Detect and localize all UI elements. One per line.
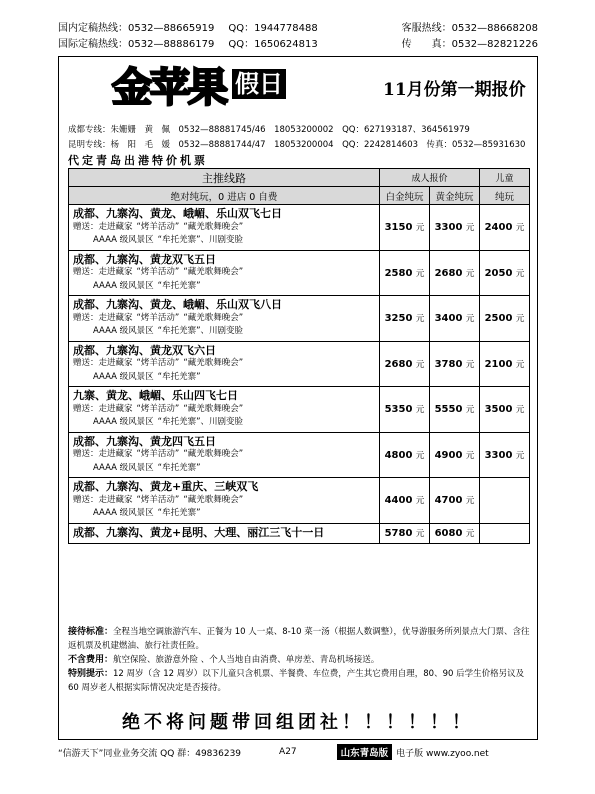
gift-line: 赠送：走进藏家 “烤羊活动” “藏羌歌舞晚会”	[73, 494, 244, 505]
sub-header-child: 纯玩	[480, 187, 530, 205]
route-name: 成都、九寨沟、黄龙四飞五日	[73, 434, 216, 448]
fax-phone: 0532—82821226	[451, 39, 538, 50]
table-row	[69, 523, 530, 544]
excluded-text: 航空保险、旅游意外险 、个人当地自由消费、单房差、青岛机场接送。	[113, 655, 380, 665]
price-gold: 5550 元	[430, 387, 480, 433]
price-table	[68, 168, 530, 544]
contact-chengdu: 成都专线：朱姗姗 黄 佩 0532—88881745/46 18053200002 QQ：627193187、364561979	[68, 125, 470, 135]
price-child: 2400 元	[480, 205, 530, 251]
service-phone: 0532—88668208	[451, 23, 538, 34]
table-row	[69, 341, 530, 387]
domestic-label: 国内定稿热线：	[58, 23, 128, 34]
price-platinum: 5780 元	[380, 523, 430, 544]
price-child: 2100 元	[480, 341, 530, 387]
scenic-line: AAAA 级风景区 “牟托羌寨”、川剧变脸	[93, 235, 243, 245]
slogan: 绝不将问题带回组团社！！！！！！	[122, 712, 474, 733]
price-platinum: 3150 元	[380, 205, 430, 251]
scenic-line: AAAA 级风景区 “牟托羌寨”、川剧变脸	[93, 417, 243, 427]
price-platinum: 2580 元	[380, 250, 430, 296]
header-main: 主推线路	[69, 169, 380, 187]
gift-line: 赠送：走进藏家 “烤羊活动” “藏羌歌舞晚会”	[73, 312, 244, 323]
hotline-block	[58, 21, 538, 53]
contact-lines	[68, 123, 525, 153]
scenic-line: AAAA 级风景区 “牟托羌寨”	[93, 371, 201, 382]
page-number: A27	[279, 747, 297, 757]
period-title: 11月份第一期报价	[383, 80, 526, 100]
intl-qq: QQ：1650624813	[228, 39, 318, 50]
price-gold: 2680 元	[430, 250, 480, 296]
price-child: 2500 元	[480, 296, 530, 342]
route-name: 成都、九寨沟、黄龙+昆明、大理、丽江三飞十一日	[73, 525, 325, 539]
intl-label: 国际定稿热线：	[58, 39, 128, 50]
brand-logo	[112, 63, 286, 111]
brand-holiday-mark: 假日	[232, 69, 286, 99]
route-name: 九寨、黄龙、峨嵋、乐山四飞七日	[73, 389, 238, 402]
sub-header-main: 绝对纯玩，0 进店 0 自费	[69, 187, 380, 205]
price-platinum: 4400 元	[380, 478, 430, 524]
page-footer	[58, 744, 538, 760]
price-gold: 3300 元	[430, 205, 480, 251]
header-adult: 成人报价	[380, 169, 480, 187]
price-platinum: 2680 元	[380, 341, 430, 387]
excluded-label: 不含费用：	[68, 655, 114, 665]
price-gold: 6080 元	[430, 523, 480, 544]
route-name: 成都、九寨沟、黄龙+重庆、三峡双飞	[73, 480, 259, 493]
tips-label: 特别提示：	[68, 669, 114, 679]
brand-name: 金苹果	[112, 64, 226, 111]
sub-header-platinum: 白金纯玩	[380, 187, 430, 205]
price-child	[480, 478, 530, 524]
price-child: 3500 元	[480, 387, 530, 433]
sub-header-gold: 黄金纯玩	[430, 187, 480, 205]
table-row	[69, 205, 530, 251]
route-name: 成都、九寨沟、黄龙、峨嵋、乐山双飞八日	[73, 298, 282, 311]
scenic-line: AAAA 级风景区 “牟托羌寨”、川剧变脸	[93, 326, 243, 336]
header-child: 儿童	[480, 169, 530, 187]
gift-line: 赠送：走进藏家 “烤羊活动” “藏羌歌舞晚会”	[73, 267, 244, 277]
route-name: 成都、九寨沟、黄龙双飞五日	[73, 252, 216, 266]
table-row	[69, 432, 530, 478]
tips-text: 12 周岁（含 12 周岁）以下儿童只含机票、半餐费、车位费，产生其它费用自理，80、90 后学生价格另议及 60 周岁老人根据实际情况决定是否接待。	[68, 669, 525, 693]
service-label: 客服热线：	[401, 23, 452, 34]
intl-phone: 0532—88886179	[128, 39, 215, 50]
table-row	[69, 296, 530, 342]
contact-kunming: 昆明专线：杨 阳 毛 媛 0532—88881744/47 18053200004 QQ：2242814603 传真：0532—85931630	[68, 140, 526, 150]
price-gold: 4700 元	[430, 478, 480, 524]
price-gold: 4900 元	[430, 432, 480, 478]
gift-line: 赠送：走进藏家 “烤羊活动” “藏羌歌舞晚会”	[73, 449, 244, 459]
section-title: 代定青岛出港特价机票	[68, 154, 208, 167]
price-platinum: 3250 元	[380, 296, 430, 342]
footer-website: 电子版 www.zyoo.net	[396, 748, 489, 759]
table-row	[69, 478, 530, 524]
route-name: 成都、九寨沟、黄龙、峨嵋、乐山双飞七日	[73, 207, 282, 220]
price-child: 3300 元	[480, 432, 530, 478]
scenic-line: AAAA 级风景区 “牟托羌寨”	[93, 462, 201, 473]
edition-badge: 山东青岛版	[337, 744, 393, 760]
table-row	[69, 250, 530, 296]
domestic-phone: 0532—88665919	[128, 23, 215, 34]
scenic-line: AAAA 级风景区 “牟托羌寨”	[93, 508, 201, 518]
price-gold: 3400 元	[430, 296, 480, 342]
price-gold: 3780 元	[430, 341, 480, 387]
price-platinum: 5350 元	[380, 387, 430, 433]
price-platinum: 4800 元	[380, 432, 430, 478]
price-child: 2050 元	[480, 250, 530, 296]
domestic-qq: QQ：1944778488	[228, 23, 318, 34]
price-child	[480, 523, 530, 544]
table-row	[69, 387, 530, 433]
gift-line: 赠送：走进藏家 “烤羊活动” “藏羌歌舞晚会”	[73, 403, 244, 414]
standard-label: 接待标准：	[68, 627, 114, 637]
gift-line: 赠送：走进藏家 “烤羊活动” “藏羌歌舞晚会”	[73, 221, 244, 232]
scenic-line: AAAA 级风景区 “牟托羌寨”	[93, 280, 201, 291]
notes-block	[68, 625, 530, 695]
standard-text: 全程当地空调旅游汽车、正餐为 10 人一桌、8-10 菜一汤（根据人数调整），优导游服务所列景点大门票、含往返机票及机建燃油、旅行社责任险。	[68, 627, 530, 651]
footer-qq-group: “信游天下”同业业务交流 QQ 群：49836239	[58, 748, 242, 759]
fax-label: 传 真：	[401, 39, 452, 50]
route-name: 成都、九寨沟、黄龙双飞六日	[73, 343, 216, 357]
gift-line: 赠送：走进藏家 “烤羊活动” “藏羌歌舞晚会”	[73, 358, 244, 368]
